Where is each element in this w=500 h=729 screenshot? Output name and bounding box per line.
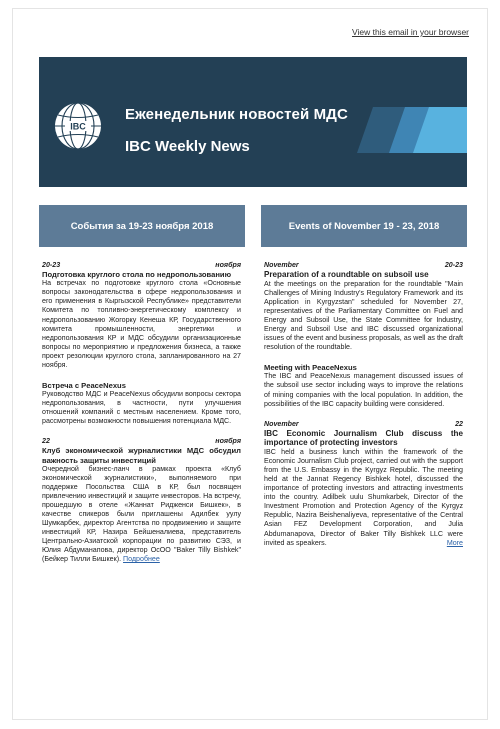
item-title: Meeting with PeaceNexus	[264, 363, 357, 373]
banner-title-ru: Еженедельник новостей МДС	[125, 106, 348, 123]
banner-title-en: IBC Weekly News	[125, 138, 250, 155]
header-bar	[13, 27, 489, 37]
read-more-link-ru[interactable]: Подробнее	[123, 555, 160, 564]
decorative-stripes	[355, 107, 467, 153]
news-item	[42, 381, 241, 426]
item-title: Подготовка круглого стола по недропользованию	[42, 270, 232, 280]
column-english	[261, 205, 467, 559]
item-date: November 22	[264, 419, 463, 428]
logo-text: IBC	[70, 121, 86, 132]
item-body: At the meetings on the preparation for the roundtable "Main Challenges of Mining Industry's Regulatory Framework and its Application in Kyrgyzstan" scheduled for November 27, representatives of the Parliamentary Committee on Fuel and Energy and Subsoil Use, the State Committee for Industry, Energy and Subsoil Use and IBC discussed organizational issues of the event and business proposals, as well as the draft resolution of the roundtable.	[264, 279, 463, 352]
item-title: Встреча с PeaceNexus	[42, 380, 126, 390]
item-title: Preparation of a roundtable on subsoil use	[264, 270, 429, 280]
item-body: На встречах по подготовке круглого стола «Основные вопросы законодательства в сфере недропользования и его применения в Кыргызской Республике» представители Комитета по топливно-энергетическому комплексу и недропользованию Жогорку Кенеша КР, Государственного комитета промышленности, энергетики и недропользования КР и МДС обсудили организационные вопросы по мероприятию и предложения бизнеса, а также проект резолюции круглого стола, запланированного на 27 ноября.	[42, 279, 241, 369]
view-in-browser-link[interactable]: View this email in your browser	[352, 27, 469, 37]
column-heading-en: Events of November 19 - 23, 2018	[261, 205, 467, 247]
item-body: Очередной бизнес-ланч в рамках проекта «Клуб экономической журналистики», выполняемого при поддержке Посольства США в КР, был посвящен привлечению инвестиций и защите инвесторов. На встречу, прошедшую в отеле «Жаннат Ридженси Бишкек», в качестве спикеров были приглашены Адилбек уулу Шумкарбек, директор Агентства по продвижению и защите инвестиций КР, Назира Бейшеналиева, представитель Центрально-Азиатской корпорации по развитию СЭЗ, и Юлия Абдуманапова, директор ОсОО "Baker Tilly Bishkek" (Бейкер Тилли Бишкек). Подробнее	[42, 464, 241, 564]
ibc-globe-logo-icon	[53, 101, 103, 151]
news-item	[264, 363, 463, 408]
item-date: November 20-23	[264, 261, 463, 269]
read-more-link-en[interactable]: More	[446, 538, 463, 547]
item-title: Клуб экономической журналистики МДС обсудил важность защиты инвестиций	[42, 446, 241, 465]
news-item	[42, 437, 241, 564]
news-item	[42, 261, 241, 370]
news-item	[264, 420, 463, 548]
item-title: IBC Economic Journalism Club discuss the importance of protecting investors	[264, 428, 463, 448]
banner	[39, 57, 467, 187]
item-body: IBC held a business lunch within the framework of the Economic Journalism Club project, carried out with the support from the U.S. Embassy in the Kyrgyz Republic. The meeting held at the Jannat Regency Bishkek hotel, discussed the importance of protecting investors and attracting investments into the country. Adilbek uulu Shumkarbek, Director of the Investment Promotion and Protection Agency of the Kyrgyz Republic, Nazira Beishenaliyeva, representative of the Central Asian FEZ Development Corporation, and Julia Abdumanapova, Director of Baker Tilly Bishkek LLC were invited as speakers. More	[264, 447, 463, 547]
item-body: Руководство МДС и PeaceNexus обсудили вопросы сектора недропользования, в частности, пути улучшения отношений компаний с местным населением. Кроме того, рассмотрены возможности повышения потенциала МДС.	[42, 390, 241, 426]
email-frame	[12, 8, 488, 720]
column-russian	[39, 205, 245, 576]
item-date: 20-23 ноября	[42, 261, 241, 269]
item-date: 22 ноября	[42, 437, 241, 446]
column-heading-ru: События за 19-23 ноября 2018	[39, 205, 245, 247]
item-body: The IBC and PeaceNexus management discussed issues of the subsoil use sector including ways to improve the relations of mining companies with the local population. In addition, the possibilities of the IBC capacity building were considered.	[264, 372, 463, 408]
news-item	[264, 261, 463, 352]
